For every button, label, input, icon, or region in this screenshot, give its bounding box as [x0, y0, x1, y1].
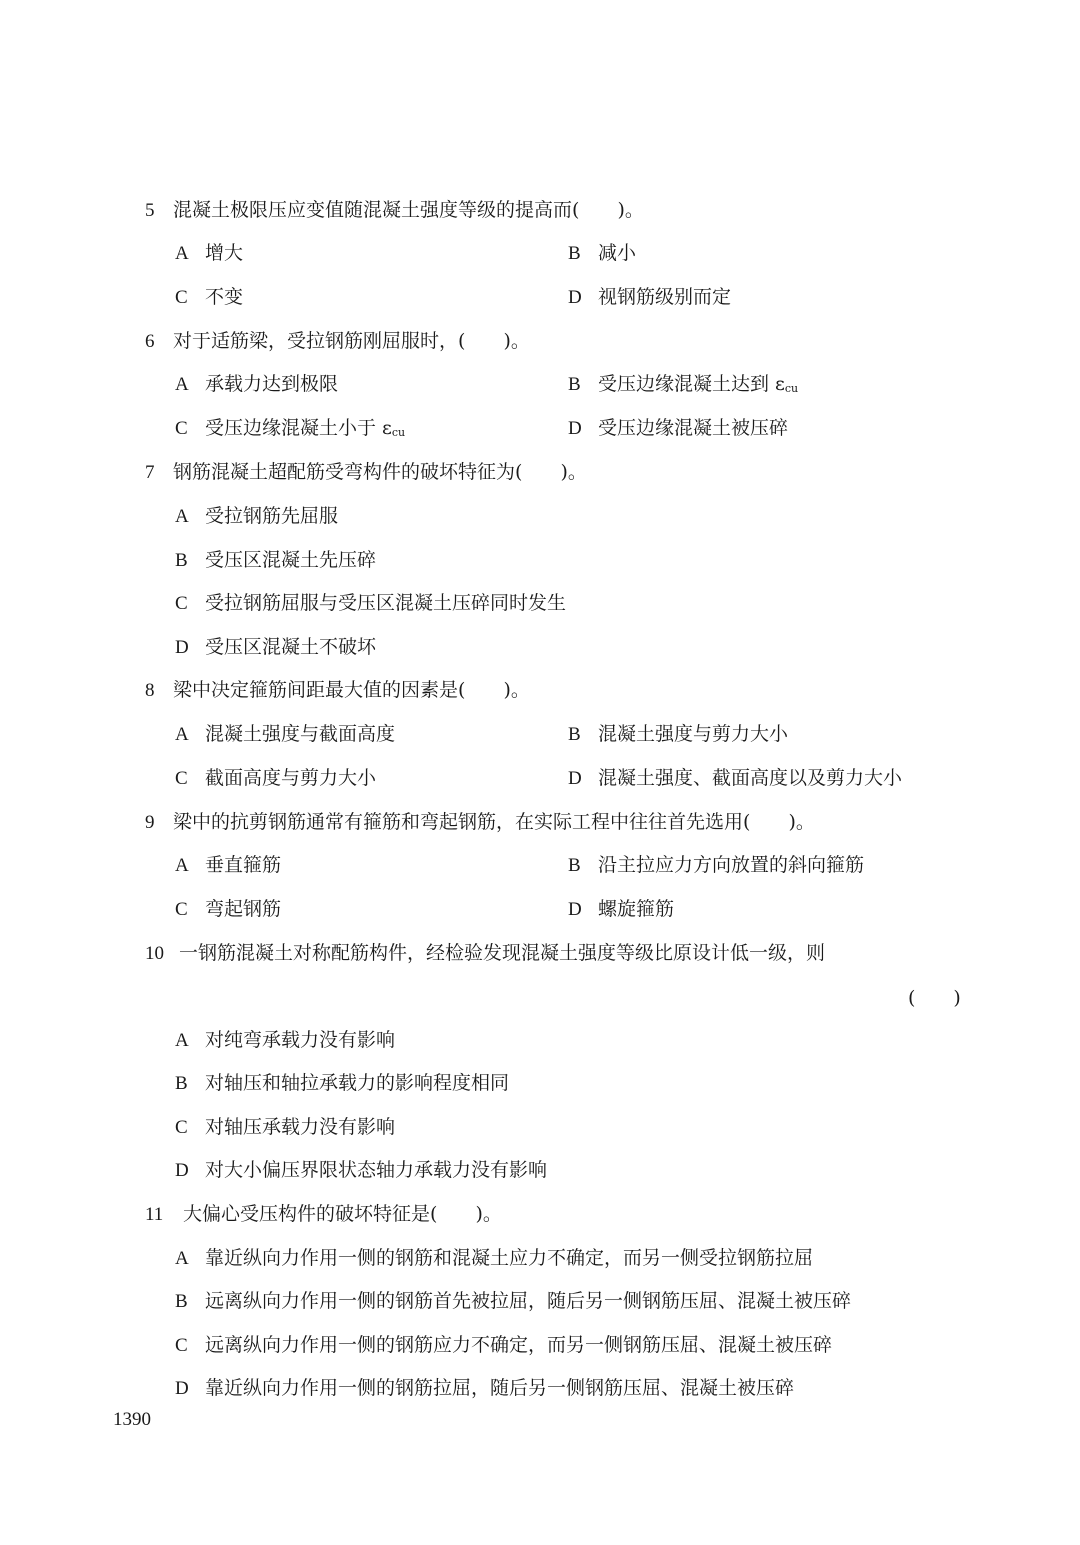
option-6d [568, 415, 788, 442]
option-letter: A [175, 724, 189, 745]
option-6a [175, 371, 338, 398]
page-number: 1390 [113, 1409, 151, 1430]
option-text: 靠近纵向力作用一侧的钢筋和混凝土应力不确定，而另一侧受拉钢筋拉屈 [205, 1247, 814, 1269]
option-text: 远离纵向力作用一侧的钢筋首先被拉屈，随后另一侧钢筋压屈、混凝土被压碎 [205, 1290, 852, 1312]
option-5c [175, 284, 243, 311]
question-number: 9 [145, 812, 155, 833]
option-text: 增大 [205, 242, 244, 264]
question-stem: 大偏心受压构件的破坏特征是( )。 [183, 1203, 502, 1225]
option-text: 螺旋箍筋 [598, 898, 675, 920]
option-5a [175, 240, 243, 267]
question-stem: 梁中的抗剪钢筋通常有箍筋和弯起钢筋，在实际工程中往往首先选用( )。 [173, 811, 815, 833]
question-10 [145, 940, 825, 967]
option-8c [175, 765, 376, 792]
option-letter: B [175, 1291, 188, 1312]
question-5 [145, 197, 644, 224]
question-11 [145, 1201, 502, 1228]
question-stem: 混凝土极限压应变值随混凝土强度等级的提高而( )。 [173, 199, 644, 221]
option-letter: B [568, 855, 581, 876]
option-text: 受压区混凝土不破坏 [205, 636, 377, 658]
option-text: 受压边缘混凝土被压碎 [598, 417, 789, 439]
option-text: 受拉钢筋屈服与受压区混凝土压碎同时发生 [205, 592, 567, 614]
option-text: 混凝土强度、截面高度以及剪力大小 [598, 767, 903, 789]
subscript-cu: cu [784, 382, 799, 395]
question-stem: 梁中决定箍筋间距最大值的因素是( )。 [173, 679, 530, 701]
option-10a [175, 1027, 395, 1054]
answer-blank: ( ) [908, 987, 961, 1009]
option-text: 混凝土强度与截面高度 [205, 723, 396, 745]
option-text: 垂直箍筋 [205, 854, 282, 876]
option-11c [175, 1332, 832, 1359]
option-text: 弯起钢筋 [205, 898, 282, 920]
option-text: 受压边缘混凝土小于 ε [205, 417, 392, 439]
option-text: 靠近纵向力作用一侧的钢筋拉屈，随后另一侧钢筋压屈、混凝土被压碎 [205, 1377, 795, 1399]
question-number: 8 [145, 680, 155, 701]
option-letter: B [568, 374, 581, 395]
option-8d [568, 765, 902, 792]
option-letter: C [175, 1117, 188, 1138]
option-9b [568, 852, 864, 879]
option-letter: B [568, 243, 581, 264]
option-5b [568, 240, 636, 267]
option-7c [175, 590, 566, 617]
option-text: 减小 [598, 242, 637, 264]
option-text: 对轴压和轴拉承载力的影响程度相同 [205, 1072, 510, 1094]
option-letter: C [175, 1335, 188, 1356]
question-7 [145, 459, 587, 486]
option-9d [568, 896, 674, 923]
option-letter: D [175, 1378, 189, 1399]
option-11b [175, 1288, 851, 1315]
option-letter: B [568, 724, 581, 745]
option-text: 对纯弯承载力没有影响 [205, 1029, 396, 1051]
option-7b [175, 547, 376, 574]
option-11d [175, 1375, 794, 1402]
option-letter: C [175, 768, 188, 789]
option-letter: A [175, 243, 189, 264]
option-letter: A [175, 855, 189, 876]
option-letter: A [175, 1248, 189, 1269]
option-5d [568, 284, 731, 311]
option-letter: D [175, 637, 189, 658]
option-7a [175, 503, 338, 530]
option-letter: D [175, 1160, 189, 1181]
option-text: 混凝土强度与剪力大小 [598, 723, 789, 745]
option-7d [175, 634, 376, 661]
option-6b [568, 371, 798, 402]
option-text: 承载力达到极限 [205, 373, 339, 395]
question-8 [145, 677, 530, 704]
option-letter: C [175, 287, 188, 308]
option-11a [175, 1245, 813, 1272]
option-text: 受压区混凝土先压碎 [205, 549, 377, 571]
option-10b [175, 1070, 509, 1097]
question-6 [145, 328, 530, 355]
question-number: 11 [145, 1204, 164, 1225]
option-letter: C [175, 593, 188, 614]
question-number: 6 [145, 331, 155, 352]
question-stem: 一钢筋混凝土对称配筋构件，经检验发现混凝土强度等级比原设计低一级，则 [179, 942, 826, 964]
option-10c [175, 1114, 395, 1141]
option-letter: D [568, 418, 582, 439]
option-text: 远离纵向力作用一侧的钢筋应力不确定，而另一侧钢筋压屈、混凝土被压碎 [205, 1334, 833, 1356]
option-6c [175, 415, 405, 446]
question-9 [145, 809, 815, 836]
option-text: 受压边缘混凝土达到 ε [598, 373, 785, 395]
option-letter: A [175, 1030, 189, 1051]
option-text: 视钢筋级别而定 [598, 286, 732, 308]
question-stem: 钢筋混凝土超配筋受弯构件的破坏特征为( )。 [173, 461, 587, 483]
option-text: 截面高度与剪力大小 [205, 767, 377, 789]
option-letter: C [175, 899, 188, 920]
option-8b [568, 721, 788, 748]
option-9c [175, 896, 281, 923]
option-letter: A [175, 506, 189, 527]
option-letter: A [175, 374, 189, 395]
question-stem: 对于适筋梁，受拉钢筋刚屈服时，( )。 [173, 330, 530, 352]
option-8a [175, 721, 395, 748]
option-letter: B [175, 1073, 188, 1094]
option-text: 沿主拉应力方向放置的斜向箍筋 [598, 854, 865, 876]
option-letter: B [175, 550, 188, 571]
option-10d [175, 1157, 547, 1184]
question-number: 5 [145, 200, 155, 221]
option-letter: C [175, 418, 188, 439]
option-text: 不变 [205, 286, 244, 308]
option-text: 对大小偏压界限状态轴力承载力没有影响 [205, 1159, 548, 1181]
option-9a [175, 852, 281, 879]
question-number: 7 [145, 462, 155, 483]
option-letter: D [568, 899, 582, 920]
option-letter: D [568, 287, 582, 308]
question-number: 10 [145, 943, 164, 964]
option-letter: D [568, 768, 582, 789]
subscript-cu: cu [391, 426, 406, 439]
option-text: 受拉钢筋先屈服 [205, 505, 339, 527]
option-text: 对轴压承载力没有影响 [205, 1116, 396, 1138]
